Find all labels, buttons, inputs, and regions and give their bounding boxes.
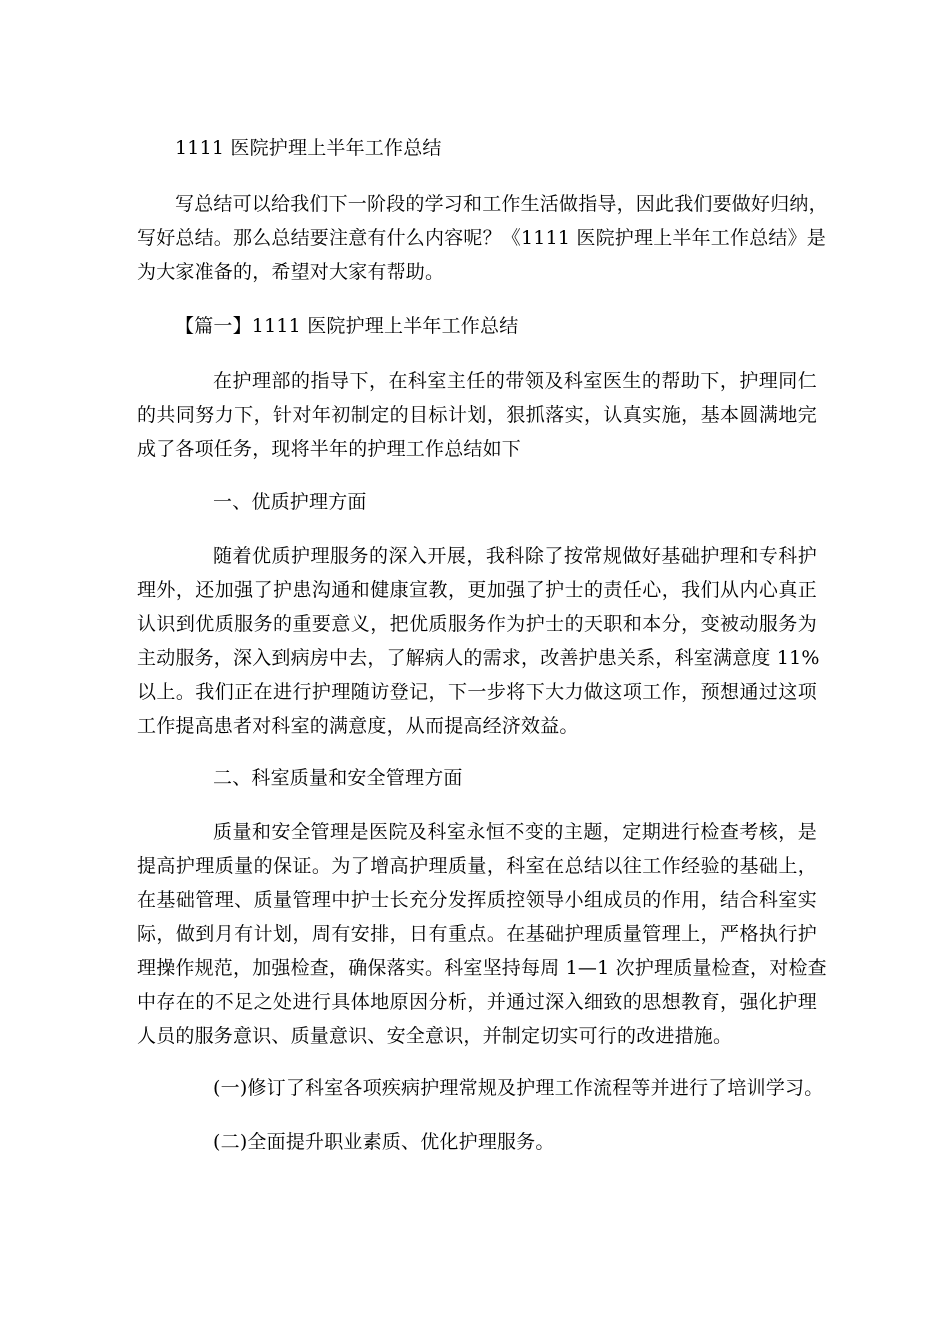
section1-line-5: 以上。我们正在进行护理随访登记，下一步将下大力做这项工作，预想通过这项	[137, 681, 817, 703]
chapter-heading: 【篇一】1111 医院护理上半年工作总结	[175, 315, 519, 337]
document-title: 1111 医院护理上半年工作总结	[175, 137, 442, 159]
list-item-1: (一)修订了科室各项疾病护理常规及护理工作流程等并进行了培训学习。	[213, 1077, 824, 1099]
intro-line-1: 写总结可以给我们下一阶段的学习和工作生活做指导，因此我们要做好归纳，	[175, 193, 828, 215]
intro-line-2: 写好总结。那么总结要注意有什么内容呢？《1111 医院护理上半年工作总结》是	[137, 227, 826, 249]
section1-heading: 一、优质护理方面	[213, 491, 367, 513]
section1-line-4: 主动服务，深入到病房中去，了解病人的需求，改善护患关系，科室满意度 11%	[137, 647, 820, 669]
section1-line-6: 工作提高患者对科室的满意度，从而提高经济效益。	[137, 715, 579, 737]
opening-line-1: 在护理部的指导下，在科室主任的带领及科室医生的帮助下，护理同仁	[213, 370, 817, 392]
opening-line-2: 的共同努力下，针对年初制定的目标计划，狠抓落实，认真实施，基本圆满地完	[137, 404, 817, 426]
section2-line-6: 中存在的不足之处进行具体地原因分析，并通过深入细致的思想教育，强化护理	[137, 991, 817, 1013]
section2-line-4: 际，做到月有计划，周有安排，日有重点。在基础护理质量管理上，严格执行护	[137, 923, 817, 945]
list-item-2: (二)全面提升职业素质、优化护理服务。	[213, 1131, 555, 1153]
section2-line-3: 在基础管理、质量管理中护士长充分发挥质控领导小组成员的作用，结合科室实	[137, 889, 817, 911]
section1-line-3: 认识到优质服务的重要意义，把优质服务作为护士的天职和本分，变被动服务为	[137, 613, 817, 635]
section1-line-1: 随着优质护理服务的深入开展，我科除了按常规做好基础护理和专科护	[213, 545, 817, 567]
section2-line-7: 人员的服务意识、质量意识、安全意识，并制定切实可行的改进措施。	[137, 1025, 733, 1047]
opening-line-3: 成了各项任务，现将半年的护理工作总结如下	[137, 438, 522, 460]
section2-line-5: 理操作规范，加强检查，确保落实。科室坚持每周 1—1 次护理质量检查，对检查	[137, 957, 827, 979]
section1-line-2: 理外，还加强了护患沟通和健康宣教，更加强了护士的责任心，我们从内心真正	[137, 579, 817, 601]
section2-heading: 二、科室质量和安全管理方面	[213, 767, 463, 789]
intro-line-3: 为大家准备的，希望对大家有帮助。	[137, 261, 445, 283]
section2-line-1: 质量和安全管理是医院及科室永恒不变的主题，定期进行检查考核，是	[213, 821, 817, 843]
section2-line-2: 提高护理质量的保证。为了增高护理质量，科室在总结以往工作经验的基础上，	[137, 855, 817, 877]
